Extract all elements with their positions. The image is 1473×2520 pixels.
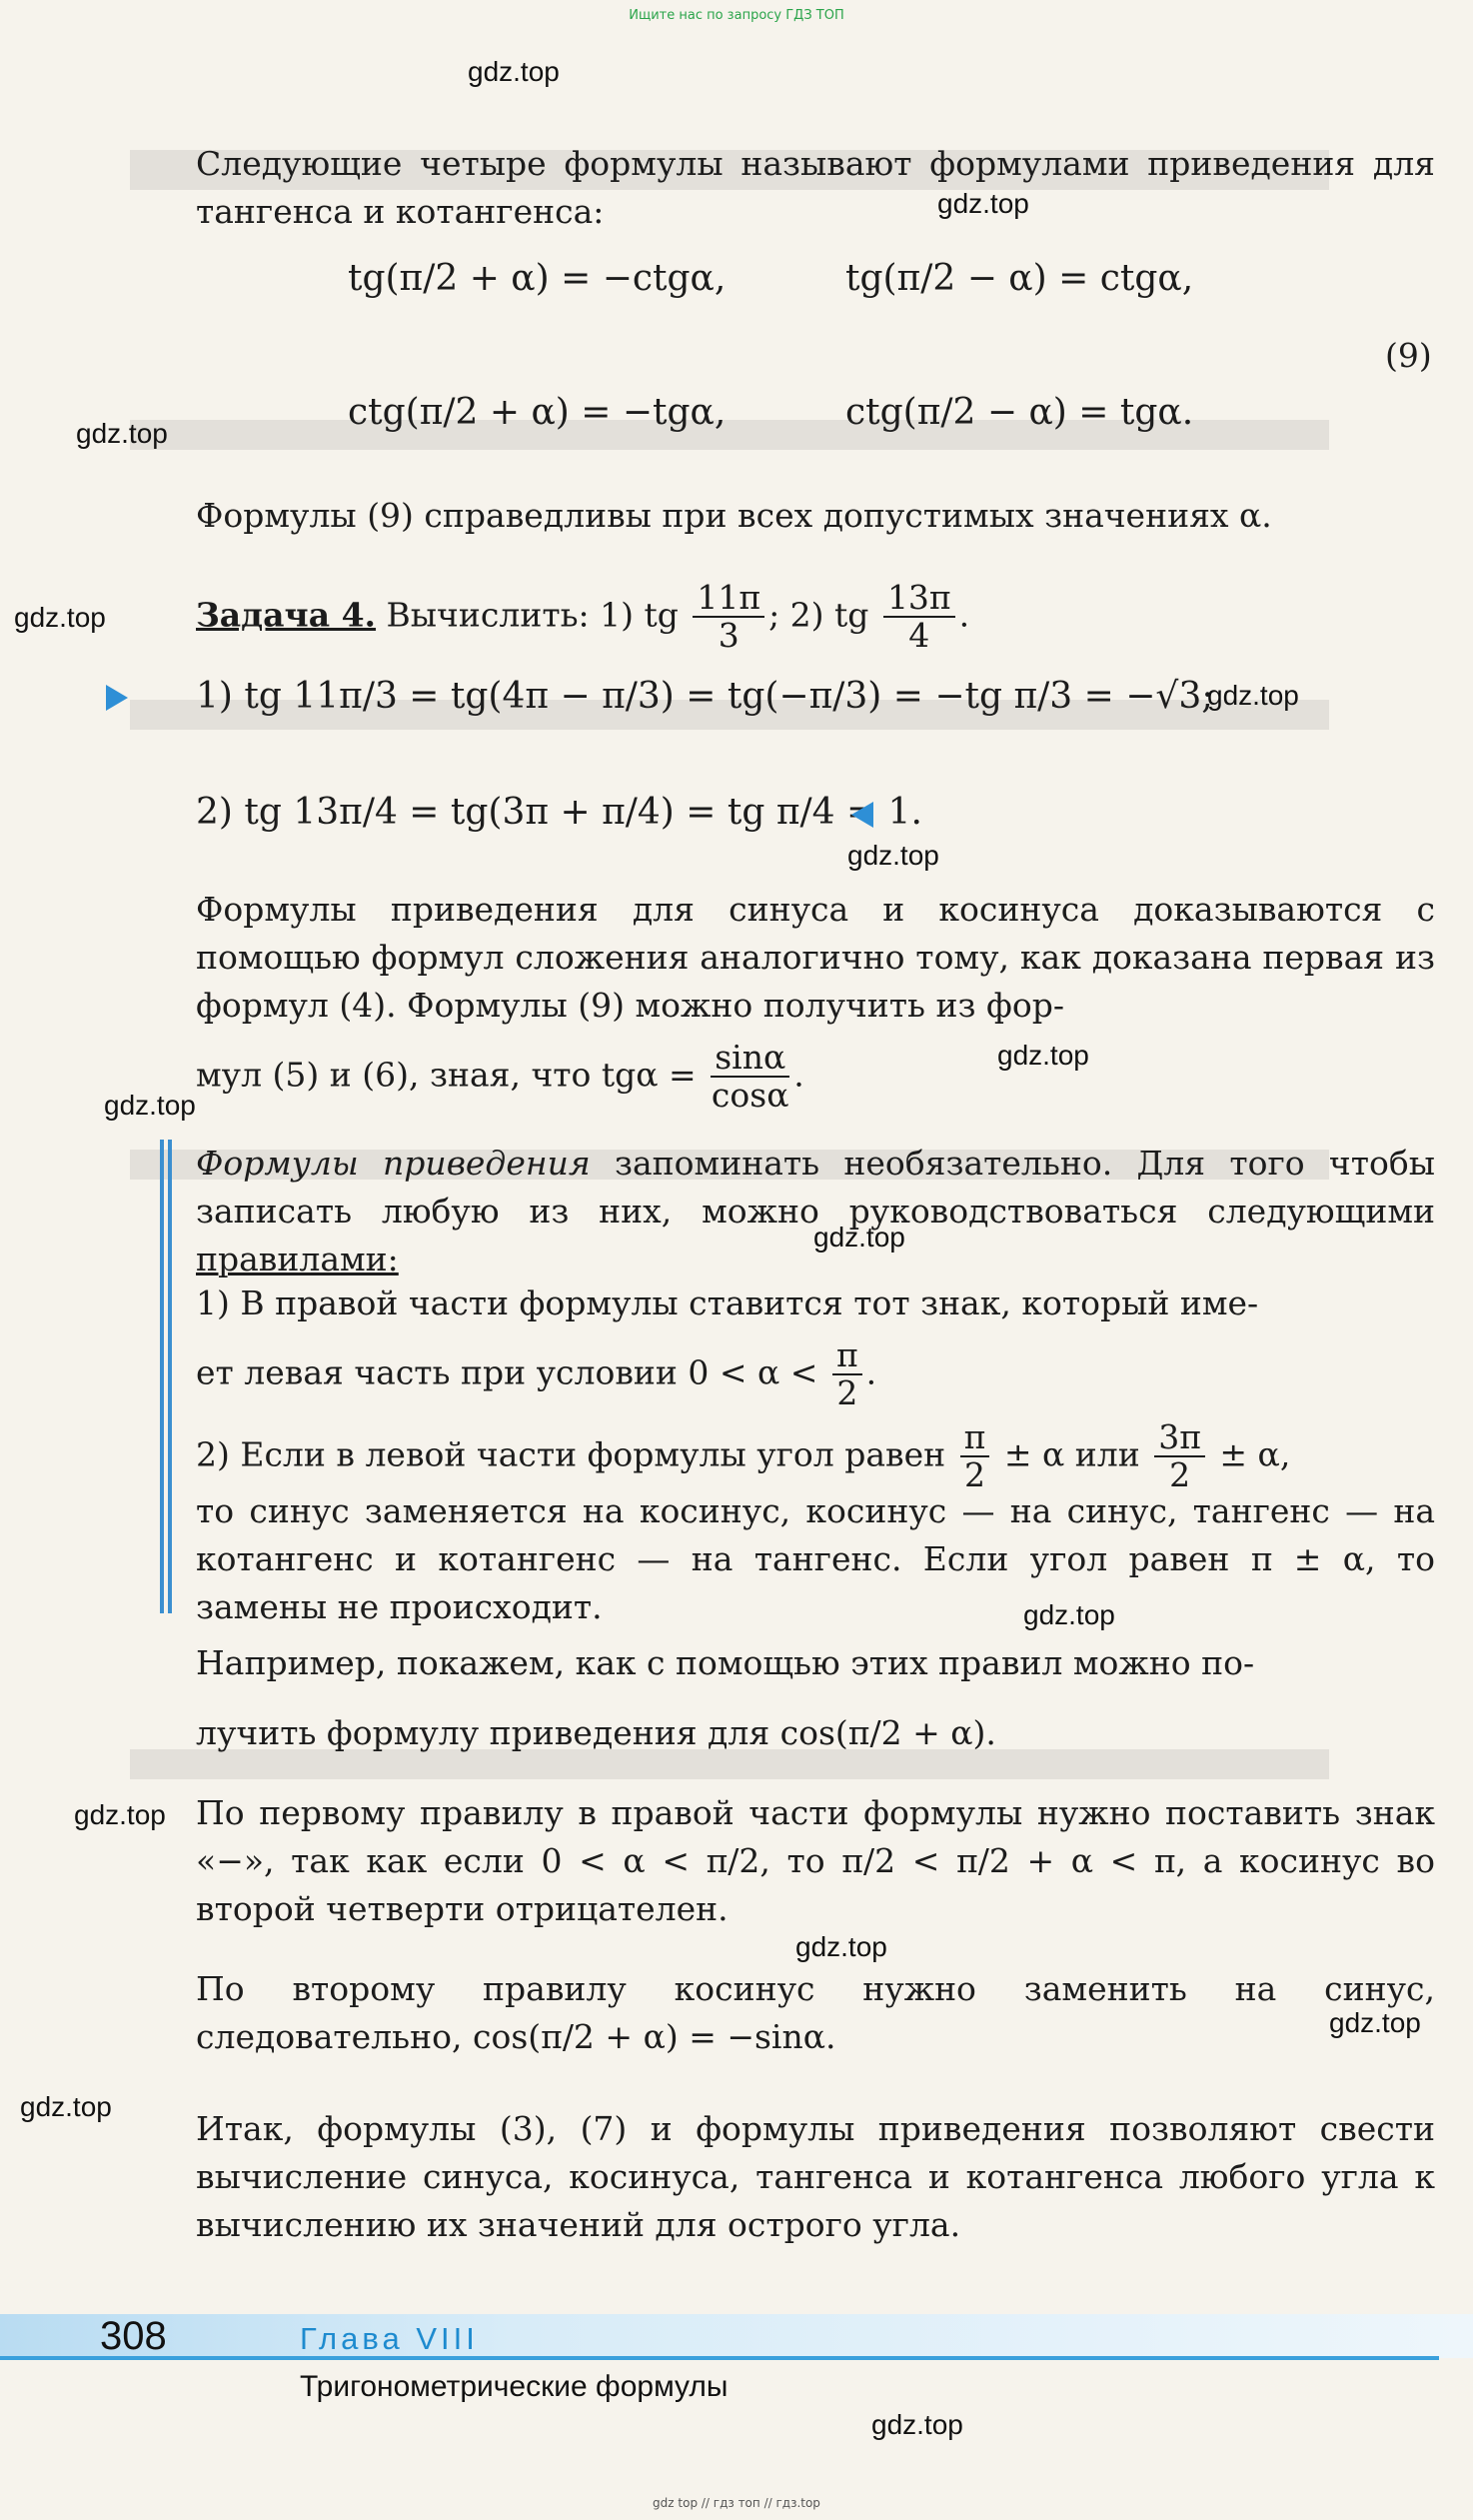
rules-side-bar-2 [168, 1140, 172, 1613]
formula-tg-minus: tg(π/2 − α) = ctgα, [845, 258, 1194, 299]
paragraph-proof-end: мул (5) и (6), зная, что tgα = $\frac{\sin\alpha}{\cos\alpha}$ . [196, 1038, 804, 1116]
rule-1-line-2: ет левая часть при условии 0 < α < $\frac{\pi}{2}$ . [196, 1335, 877, 1413]
task-text: Вычислить: 1) tg [386, 595, 679, 635]
task-fraction-2: $\frac{13\pi}{4}$ [883, 580, 955, 655]
paragraph-conclusion: Итак, формулы (3), (7) и формулы приведения позволяют свести вычисление синуса, косинуса, тангенса и котангенса любого угла к вычислению их значений для острого угла. [196, 2109, 1435, 2244]
watermark: gdz.top [74, 1799, 166, 1830]
watermark: gdz.top [1023, 1599, 1115, 1630]
rule-1-line-1: 1) В правой части формулы ставится тот знак, который име- [196, 1283, 1259, 1322]
watermark: gdz.top [76, 418, 168, 449]
chapter-label: Глава VIII [300, 2321, 479, 2356]
paragraph-validity: Формулы (9) справедливы при всех допустимых значениях α. [196, 496, 1272, 535]
watermark: gdz.top [871, 2409, 963, 2440]
rule-2-line-1: 2) Если в левой части формулы угол равен $\frac{\pi}{2}$ ± α или $\frac{3\pi}{2}$ ± α, [196, 1417, 1291, 1495]
tan-definition-fraction: $\frac{\sin\alpha}{\cos\alpha}$ [711, 1038, 789, 1116]
watermark: gdz.top [468, 56, 560, 87]
solution-end-marker [851, 802, 873, 828]
watermark: gdz.top [1329, 2007, 1421, 2038]
paragraph-example: Например, покажем, как с помощью этих правил можно по- [196, 1643, 1255, 1682]
task-fraction-1: $\frac{11\pi}{3}$ [693, 580, 764, 655]
paragraph-first-rule: По первому правилу в правой части формулы нужно поставить знак «−», так как если 0 < α < π/2, то π/2 < π/2 + α < π, а косинус во второй четверти отрицателен. [196, 1793, 1435, 1928]
rules-side-bar [160, 1140, 164, 1613]
chapter-title: Тригонометрические формулы [300, 2370, 729, 2403]
footer-band [0, 2314, 1473, 2358]
formula-ctg-plus: ctg(π/2 + α) = −tgα, [348, 392, 727, 433]
paragraph-second-rule: По второму правилу косинус нужно заменить на синус, следовательно, cos(π/2 + α) = −sinα. [196, 1969, 1435, 2056]
formula-number: (9) [1385, 336, 1432, 375]
watermark: gdz.top [14, 602, 106, 633]
formula-ctg-minus: ctg(π/2 − α) = tgα. [845, 392, 1194, 433]
rules-intro: Формулы приведения запоминать необязательно. Для того чтобы записать любую из них, можно руководствоваться следующими правилами: [196, 1144, 1435, 1278]
task-statement: Задача 4. Вычислить: 1) tg $\frac{11\pi}{3}$ ; 2) tg $\frac{13\pi}{4}$ . [196, 578, 970, 656]
task-label: Задача 4. [196, 595, 377, 635]
watermark: gdz.top [20, 2091, 112, 2122]
bottom-banner: gdz top // гдз топ // гдз.top [653, 2496, 820, 2510]
watermark: gdz.top [847, 840, 939, 871]
page-number: 308 [100, 2314, 167, 2358]
rule-2-text: то синус заменяется на косинус, косинус — на синус, тангенс — на котангенс и котангенс — на тангенс. Если угол равен π ± α, то замены не происходит. [196, 1491, 1435, 1626]
watermark: gdz.top [104, 1090, 196, 1121]
watermark: gdz.top [795, 1931, 887, 1962]
solution-step-1: 1) tg 11π/3 = tg(4π − π/3) = tg(−π/3) = −tg π/3 = −√3; [196, 676, 1214, 717]
paragraph-intro: Следующие четыре формулы называют формулами приведения для тангенса и котангенса: [196, 144, 1435, 231]
watermark: gdz.top [1207, 680, 1299, 711]
solution-step-2: 2) tg 13π/4 = tg(3π + π/4) = tg π/4 = 1. [196, 792, 922, 833]
paragraph-proof: Формулы приведения для синуса и косинуса доказываются с помощью формул сложения аналогично тому, как доказана первая из формул (4). Формулы (9) можно получить из фор- [196, 890, 1435, 1025]
footer-rule [0, 2356, 1439, 2360]
formula-tg-plus: tg(π/2 + α) = −ctgα, [348, 258, 727, 299]
top-banner: Ищите нас по запросу ГДЗ ТОП [629, 8, 844, 23]
paragraph-example-2: лучить формулу приведения для cos(π/2 + α). [196, 1713, 996, 1752]
watermark: gdz.top [813, 1222, 905, 1253]
solution-start-marker [106, 685, 128, 711]
watermark: gdz.top [937, 188, 1029, 219]
watermark: gdz.top [997, 1040, 1089, 1071]
